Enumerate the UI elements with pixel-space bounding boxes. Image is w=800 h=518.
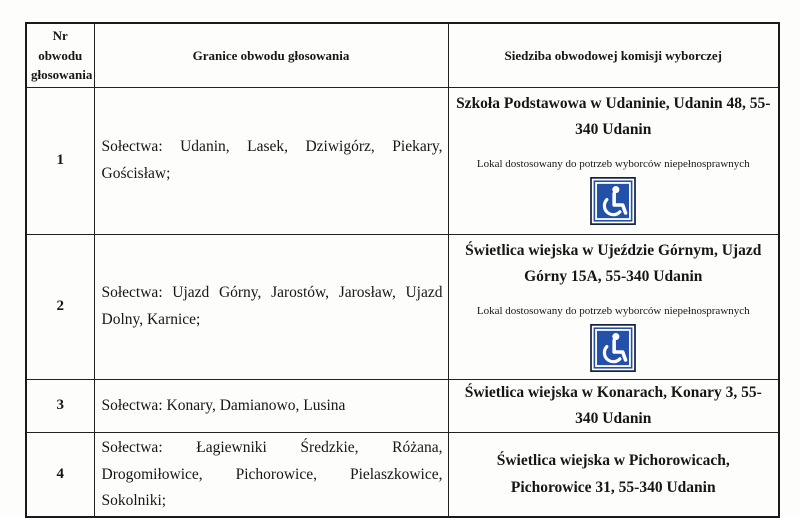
wheelchair-icon: [590, 324, 636, 372]
table-row: [26, 234, 779, 379]
venue-title: Świetlica wiejska w Pichorowicach, Pichorowice 31, 55-340 Udanin: [496, 452, 730, 496]
district-boundaries: Sołectwa: Udanin, Lasek, Dziwigórz, Piekary, Gościsław;: [94, 87, 448, 234]
commission-seat-cell: [448, 379, 779, 433]
venue-title: Świetlica wiejska w Ujeździe Górnym, Ujazd Górny 15A, 55-340 Udanin: [465, 241, 762, 285]
table-row: [26, 379, 779, 433]
district-boundaries: Sołectwa: Ujazd Górny, Jarostów, Jarosław, Ujazd Dolny, Karnice;: [94, 234, 448, 379]
venue-title: Świetlica wiejska w Konarach, Konary 3, 55-340 Udanin: [464, 383, 762, 427]
district-boundaries: Sołectwa: Łagiewniki Średzkie, Różana, Drogomiłowice, Pichorowice, Pielaszkowice, Sokolniki;: [94, 433, 448, 518]
commission-seat-cell: [448, 87, 779, 234]
venue-wrap: [455, 88, 773, 234]
venue-title: Szkoła Podstawowa w Udaninie, Udanin 48, 55-340 Udanin: [456, 94, 771, 138]
table-row: [26, 433, 779, 518]
voting-districts-table: [25, 22, 780, 518]
district-number: 3: [26, 379, 94, 433]
table-row: [26, 87, 779, 234]
header-district-number: Nr obwodu głosowania: [26, 23, 94, 87]
header-commission-seat: Siedziba obwodowej komisji wyborczej: [448, 23, 779, 87]
district-boundaries: Sołectwa: Konary, Damianowo, Lusina: [94, 379, 448, 433]
accessibility-note: Lokal dostosowany do potrzeb wyborców niepełnosprawnych: [476, 158, 750, 171]
header-row: [26, 23, 779, 87]
district-number: 2: [26, 234, 94, 379]
accessibility-note: Lokal dostosowany do potrzeb wyborców niepełnosprawnych: [476, 305, 750, 318]
commission-seat-cell: [448, 234, 779, 379]
district-number: 4: [26, 433, 94, 518]
district-number: 1: [26, 87, 94, 234]
header-district-boundaries: Granice obwodu głosowania: [94, 23, 448, 87]
commission-seat-cell: [448, 433, 779, 518]
wheelchair-icon: [590, 177, 636, 225]
venue-wrap: [455, 235, 773, 379]
